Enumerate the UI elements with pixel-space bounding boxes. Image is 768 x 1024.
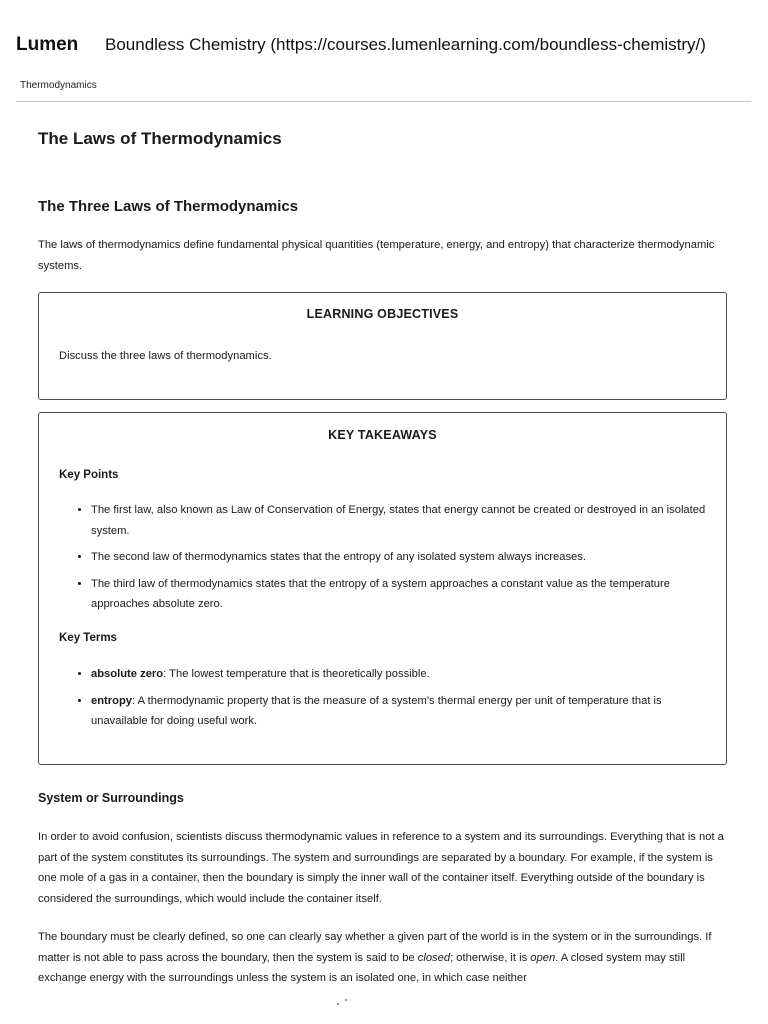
- key-term-definition: : A thermodynamic property that is the measure of a system’s thermal energy per unit of temperature that is unavailable for doing useful work.: [91, 694, 662, 727]
- marker-dot: [337, 1003, 339, 1005]
- learning-objective-text: Discuss the three laws of thermodynamics.: [59, 350, 272, 362]
- learning-objectives-box: [38, 292, 727, 400]
- system-paragraph-2: [38, 927, 730, 989]
- key-terms-heading: Key Terms: [59, 632, 117, 644]
- system-paragraph-1: In order to avoid confusion, scientists discuss thermodynamic values in reference to a system and its surroundings. Everything that is not a part of the system constitutes its surroundings. The system and surroundings are separated by a boundary. For example, if the system is one mole of a gas in a container, then the boundary is simply the inner wall of the container itself. Everything outside of the boundary is considered the surroundings, which would include the container itself.: [38, 831, 724, 906]
- closed-term: closed: [417, 951, 451, 964]
- key-terms-list: [71, 664, 719, 738]
- key-takeaways-heading: KEY TAKEAWAYS: [328, 428, 437, 442]
- paragraph-text: The boundary must be clearly defined, so one can clearly say whether a given part of the world is in the system or in the surroundings. If matter is not able to pass across the boundary, then the system is said to be: [38, 931, 712, 964]
- key-term-name: absolute zero: [91, 668, 164, 680]
- page-title: The Laws of Thermodynamics: [38, 129, 282, 148]
- key-points-heading: Key Points: [59, 469, 119, 481]
- key-term-item: [91, 691, 719, 732]
- page-marker-dots: [337, 998, 351, 1006]
- key-points-list: [71, 500, 719, 621]
- header-divider: [16, 101, 751, 102]
- section-title: The Three Laws of Thermodynamics: [38, 198, 299, 215]
- paragraph-text: ; otherwise, it is: [450, 951, 531, 964]
- key-point-item: • The second law of thermodynamics states that the entropy of any isolated system always increases.: [91, 547, 719, 568]
- key-term-item: [91, 664, 719, 685]
- breadcrumb[interactable]: Thermodynamics: [20, 80, 97, 91]
- paragraph-text: . A closed system may still exchange energy with the surroundings unless the system is an isolated one, in which case neither: [38, 951, 686, 985]
- key-point-item: • The first law, also known as Law of Conservation of Energy, states that energy cannot be created or destroyed in an isolated system.: [91, 500, 719, 541]
- page-header: [0, 0, 768, 62]
- open-term: open: [530, 951, 556, 964]
- brand-logo[interactable]: Lumen: [16, 34, 79, 55]
- system-section-title: System or Surroundings: [38, 791, 184, 805]
- course-link[interactable]: Boundless Chemistry (https://courses.lumenlearning.com/boundless-chemistry/): [105, 35, 706, 54]
- key-takeaways-box: [38, 412, 727, 765]
- key-point-item: • The third law of thermodynamics states that the entropy of a system approaches a constant value as the temperature approaches absolute zero.: [91, 574, 719, 615]
- key-term-definition: : The lowest temperature that is theoretically possible.: [163, 668, 430, 680]
- marker-dot: [345, 999, 347, 1001]
- key-term-name: entropy: [91, 694, 133, 707]
- intro-paragraph: The laws of thermodynamics define fundamental physical quantities (temperature, energy, and entropy) that characterize thermodynamic systems.: [38, 239, 715, 272]
- learning-objectives-heading: LEARNING OBJECTIVES: [306, 307, 459, 321]
